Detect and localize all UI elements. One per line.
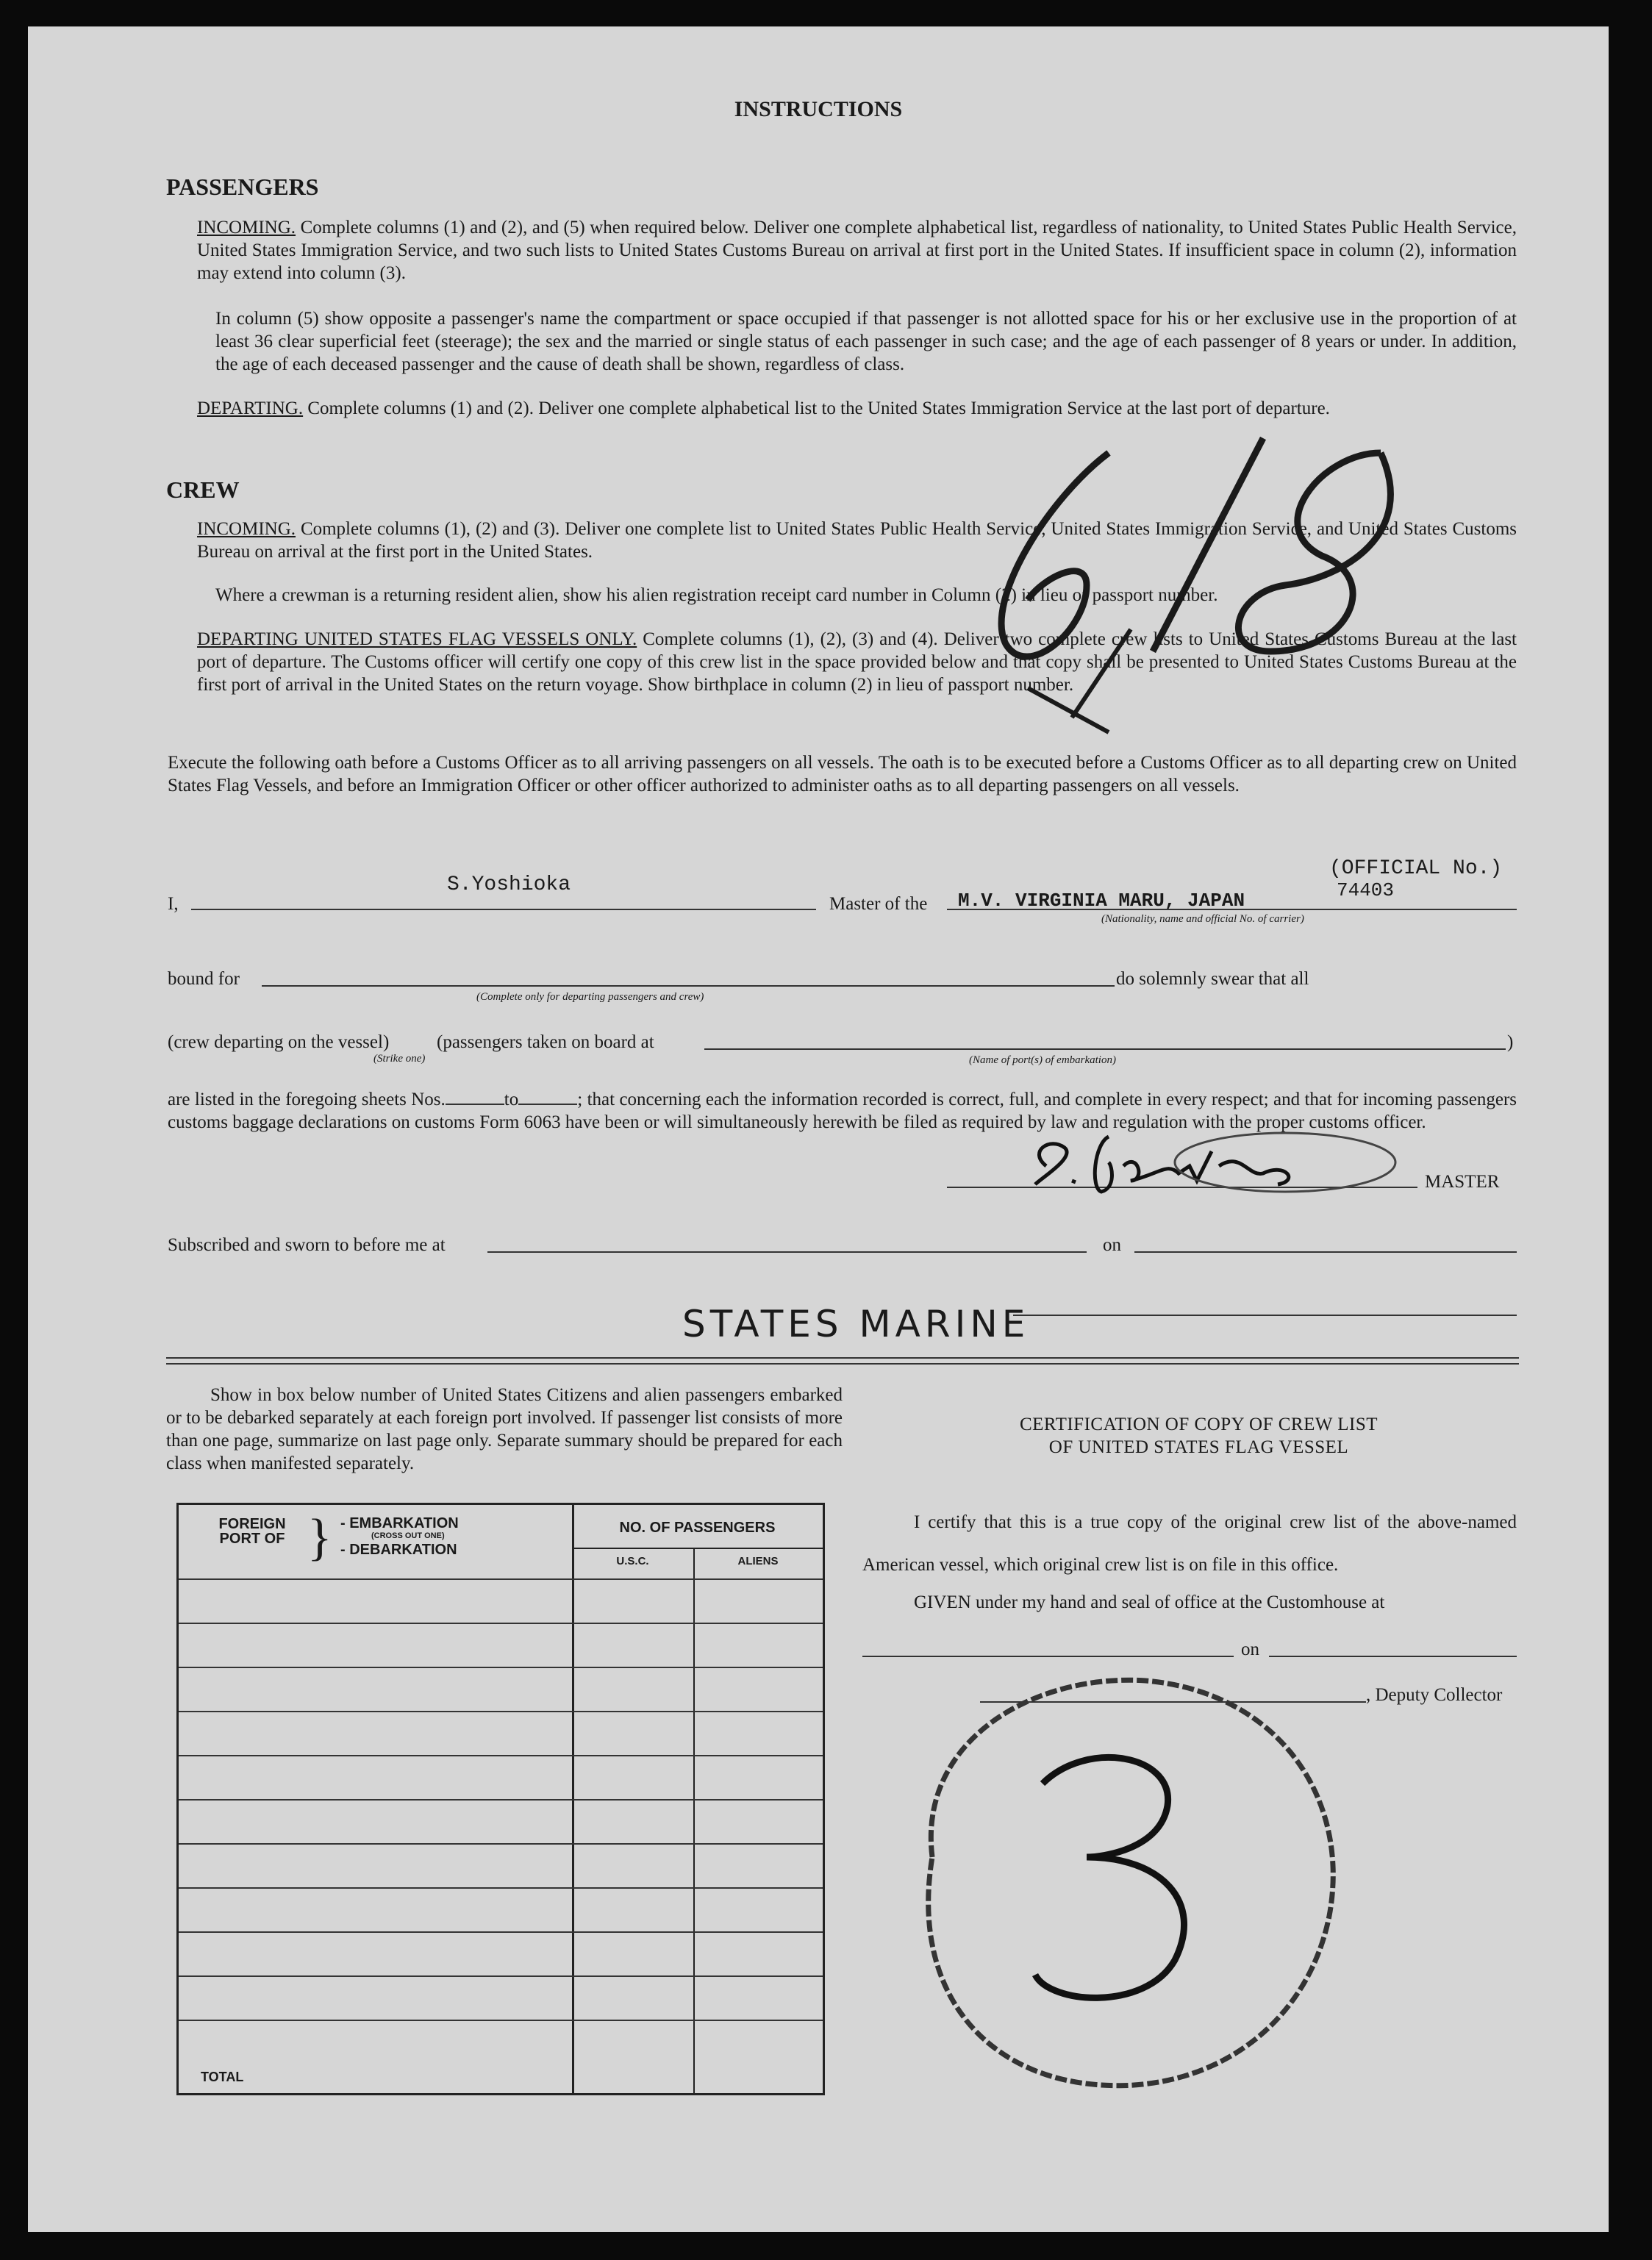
subscribed-on-label: on [1103,1235,1121,1255]
oath-intro: Execute the following oath before a Customs Officer as to all arriving passengers on all vessels. The oath is to be executed before a Customs Officer as to all departing crew on United States Flag Vessels, and before an Immigration Officer or other officer authorized to administer oaths as to all departing passengers on all vessels. [168,753,1517,795]
certification-title-line1: CERTIFICATION OF COPY OF CREW LIST [1019,1415,1379,1434]
page-mark-text [28,26,29,27]
circled-number-annotation [866,1637,1381,2122]
total-label: TOTAL [201,2070,244,2084]
crew-departing-option: (crew departing on the vessel) [168,1032,390,1052]
separator-bottom [166,1363,1519,1365]
swear-label: do solemnly swear that all [1116,969,1309,989]
col-usc: U.S.C. [616,1555,649,1567]
col-aliens: ALIENS [737,1555,779,1567]
col-cross-out: (CROSS OUT ONE) [371,1531,445,1540]
vessel-caption: (Nationality, name and official No. of carrier) [1101,913,1304,925]
close-paren: ) [1507,1032,1514,1052]
certify-text: I certify that this is a true copy of the original crew list of the above-named American vessel, which original crew list is on file in this office. [862,1512,1517,1575]
sheet-to-field[interactable] [518,1104,577,1105]
crew-incoming-text: Complete columns (1), (2) and (3). Deliver one complete list to United States Public Health Service, United States Immigration Service, and United States Customs Bureau on arrival at the first port in the United States. [197,519,1517,562]
table-row[interactable] [179,1711,823,1755]
port-line[interactable] [704,1048,1506,1050]
passengers-incoming-label: INCOMING. [197,218,296,237]
official-no-value[interactable]: 74403 [1337,879,1395,901]
certification-on-label: on [1241,1639,1259,1659]
subscribed-date-line[interactable] [1134,1251,1517,1253]
table-row[interactable] [179,1667,823,1711]
passengers-heading: PASSENGERS [166,174,319,200]
strike-one-caption: (Strike one) [373,1053,426,1065]
sheet-from-field[interactable] [446,1104,504,1105]
bracket-glyph: } [307,1509,332,1566]
col-embarkation: - EMBARKATION [340,1515,459,1531]
listed-text-b: ; that concerning each the information recorded is correct, full, and complete in every respect; and [577,1090,1301,1109]
passengers-taken-option: (passengers taken on board at [437,1032,654,1052]
certification-title-line2: OF UNITED STATES FLAG VESSEL [1048,1437,1349,1457]
master-name-value[interactable]: S.Yoshioka [447,873,571,896]
passengers-incoming-paragraph [197,216,1517,285]
crew-heading: CREW [166,476,240,503]
passengers-incoming-text: Complete columns (1) and (2), and (5) when required below. Deliver one complete alphabetical list, regardless of nationality, to United States Public Health Service, United States Immigration Service, and two such lists to United States Customs Bureau on arrival at first port in the United States. If insufficient space in column (2), information may extend into column (3). [197,218,1517,283]
deputy-label: , Deputy Collector [1366,1685,1503,1705]
oath-i-label: I, [168,894,179,914]
vessel-value[interactable]: M.V. VIRGINIA MARU, JAPAN [958,890,1245,912]
passenger-summary-table [176,1503,825,2095]
official-no-label: (OFFICIAL No.) [1329,857,1503,880]
table-row[interactable] [179,1578,823,1623]
table-row[interactable] [179,2020,823,2064]
form-sheet [28,26,1609,2232]
col-foreign-port: FOREIGN PORT OF [218,1516,286,1547]
bound-for-line[interactable] [262,985,1115,987]
summary-instructions: Show in box below number of United States Citizens and alien passengers embarked or to be debarked separately at each foreign port involved. If passenger list consists of more than one page, summarize on last page only. Separate summary should be prepared for each class when manifested separately. [166,1385,843,1473]
page-mark-annotation [940,409,1469,791]
crew-departing-text: Complete columns (1), (2), (3) and (4). Deliver two complete crew lists to United States Customs Bureau at the last port of departure. The Customs officer will certify one copy of this crew list in the space provided below and that copy shall be presented to United States Customs Bureau at the first port of arrival in the United States on the return voyage. Show birthplace in column (2) in lieu of passport number. [197,629,1517,695]
bound-for-label: bound for [168,969,240,989]
certification-title [881,1413,1517,1459]
col-debarkation: - DEBARKATION [340,1542,457,1558]
given-text: GIVEN under my hand and seal of office at the Customhouse at [914,1592,1385,1612]
table-row[interactable] [179,1623,823,1667]
listed-text-c: that for incoming passengers customs baggage declarations on customs Form 6063 have been or will simultaneously herewith be filed as required by law and regulation with the proper customs officer. [168,1090,1517,1132]
listed-to: to [504,1090,519,1109]
table-row[interactable] [179,1843,823,1887]
crew-departing-label: DEPARTING UNITED STATES FLAG VESSELS ONLY. [197,629,637,649]
place-line [1013,1315,1517,1316]
subscribed-label: Subscribed and sworn to before me at [168,1235,446,1255]
col-passengers: NO. OF PASSENGERS [619,1520,776,1536]
crew-incoming-label: INCOMING. [197,519,296,539]
table-row[interactable] [179,1755,823,1799]
passengers-departing-text: Complete columns (1) and (2). Deliver one complete alphabetical list to the United States Immigration Service at the last port of departure. [307,398,1330,418]
crew-resident-paragraph: Where a crewman is a returning resident alien, show his alien registration receipt card number in Column (2) in lieu of passport number. [215,585,1218,605]
page-title: INSTRUCTIONS [734,97,903,121]
master-name-line [191,909,816,910]
master-signature [1020,1122,1403,1203]
table-row[interactable] [179,1887,823,1931]
bound-for-caption: (Complete only for departing passengers and crew) [476,991,704,1003]
table-row[interactable] [179,1975,823,2020]
passengers-departing-label: DEPARTING. [197,398,304,418]
subscribed-place-line[interactable] [487,1251,1087,1253]
table-row[interactable] [179,1931,823,1975]
port-caption: (Name of port(s) of embarkation) [969,1054,1116,1066]
table-subheader-line [572,1548,823,1549]
master-label: MASTER [1425,1172,1500,1192]
separator-top [166,1357,1519,1359]
listed-text-a: are listed in the foregoing sheets Nos. [168,1090,446,1109]
handwritten-place: STATES MARINE [682,1303,1030,1345]
table-row[interactable] [179,1799,823,1843]
passengers-column5-paragraph: In column (5) show opposite a passenger's name the compartment or space occupied if that passenger is not allotted space for his or her exclusive use in the proportion of at least 36 clear superficial feet (steerage); the sex and the married or single status of each passenger in such case; and the age of each passenger of 8 years or under. In addition, the age of each deceased passenger and the cause of death shall be shown, regardless of class. [215,309,1517,374]
master-of-label: Master of the [829,894,928,914]
